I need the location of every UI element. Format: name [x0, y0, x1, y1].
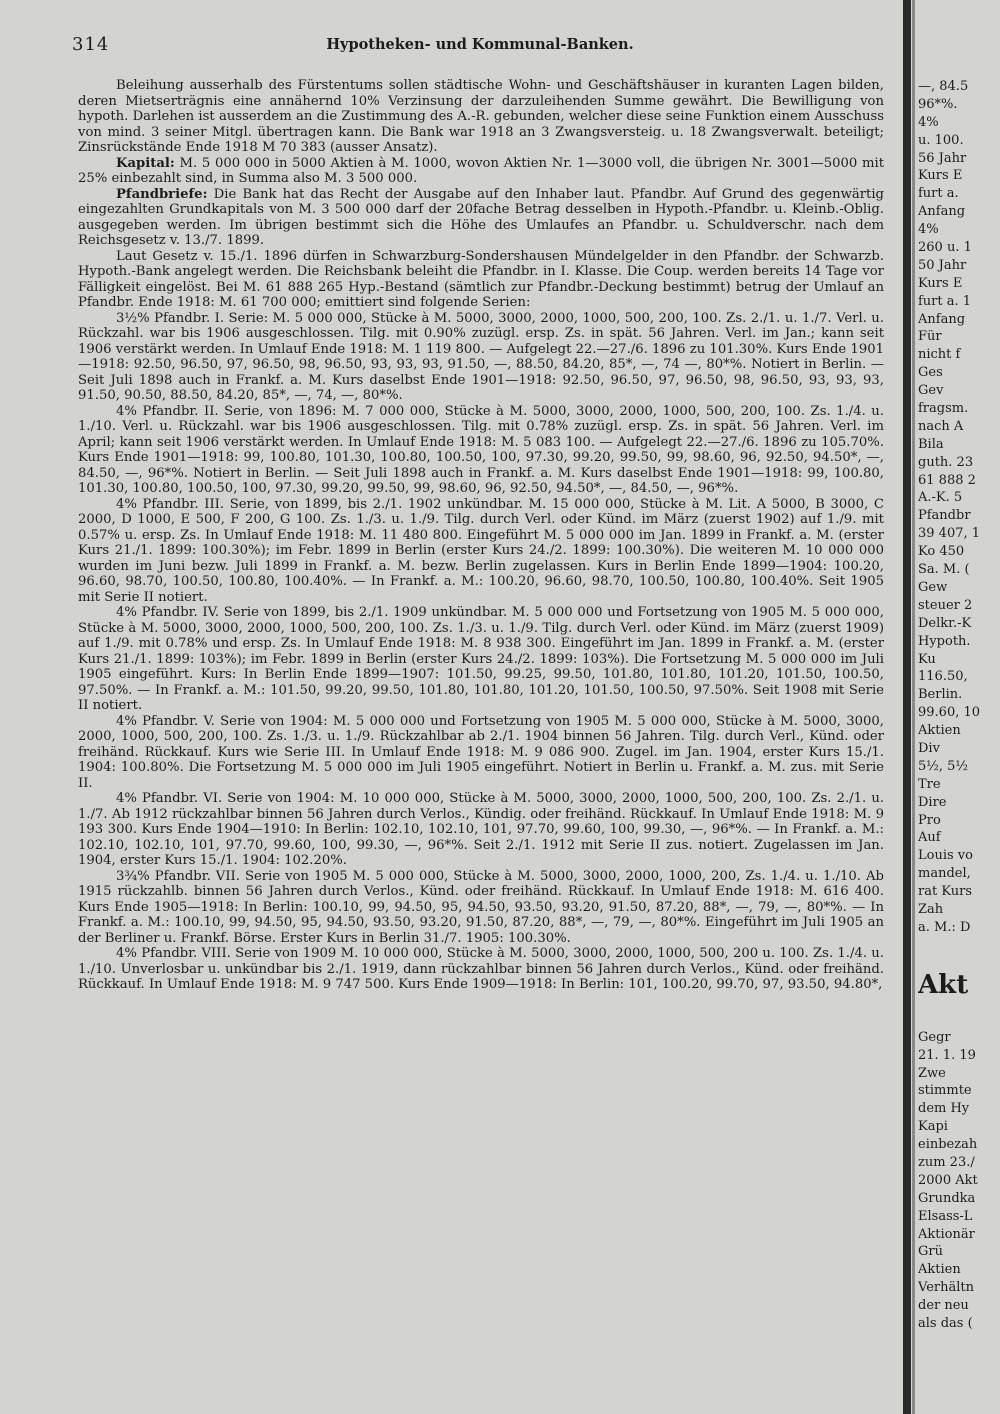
sidebar-line: 50 Jahr [918, 257, 967, 273]
sidebar-line: guth. 23 [918, 454, 974, 470]
paragraph-serie-1: 3½% Pfandbr. I. Serie: M. 5 000 000, Stücke à M. 5000, 3000, 2000, 1000, 500, 200, 100. Zs. 2./1. u. 1./7. Verl. u. Rückzahl. war bis 1906 ausgeschlossen. Tilg. mit 0.90% zuzügl. ersp. Zs. in spät. 56 Jahren. Verl. im Jan.; kann seit 1906 verstärkt werden. In Umlauf Ende 1918: M. 1 119 800. — Aufgelegt 22.—27./6. 1896 zu 101.30%. Kurs Ende 1901—1918: 92.50, 96.50, 97, 96.50, 98, 96.50, 93, 93, 93, 91.50, —, 88.50, 84.20, 85*, —, 74 —, 80*%. Notiert in Berlin. — Seit Juli 1898 auch in Frankf. a. M. Kurs daselbst Ende 1901—1918: 92.50, 96.50, 97, 96.50, 98, 96.50, 93, 93, 93, 91.50, 90.50, 88.50, 84.20, 85*, —, 74, —, 80*%. [78, 310, 884, 403]
sidebar-line: mandel, [918, 866, 971, 882]
sidebar-line: Delkr.-K [918, 615, 972, 631]
sidebar-line: 5½, 5½ [918, 758, 969, 774]
sidebar-line: einbezah [918, 1137, 978, 1153]
sidebar-line: 4% [918, 222, 939, 238]
sidebar-line: dem Hy [918, 1101, 970, 1117]
paragraph-gesetz: Laut Gesetz v. 15./1. 1896 dürfen in Schwarzburg-Sondershausen Mündelgelder in den Pfandbr. der Schwarzb. Hypoth.-Bank angelegt werden. Die Reichsbank beleiht die Pfandbr. in I. Klasse. Die Coup. werden bereits 14 Tage vor Fälligkeit eingelöst. Bei M. 61 888 265 Hyp.-Bestand (sämtlich zur Pfandbr.-Deckung bestimmt) betrug der Umlauf an Pfandbr. Ende 1918: M. 61 700 000; emittiert sind folgende Serien: [78, 248, 884, 310]
sidebar-line: Grü [918, 1244, 943, 1260]
sidebar-line: Louis vo [918, 848, 973, 864]
sidebar-line: Ku [918, 651, 936, 667]
sidebar-line: Pfandbr [918, 508, 971, 524]
book-gutter [903, 0, 911, 1414]
sidebar-line: Kurs E [918, 168, 963, 184]
sidebar-line: Grundka [918, 1190, 976, 1206]
sidebar-line: stimmte [918, 1083, 972, 1099]
paragraph-serie-2: 4% Pfandbr. II. Serie, von 1896: M. 7 000 000, Stücke à M. 5000, 3000, 2000, 1000, 500, 200, 100. Zs. 1./4. u. 1./10. Verl. u. Rückzahl. war bis 1906 ausgeschlossen. Tilg. mit 0.78% zuzügl. ersp. Zs. in spät. 56 Jahren. Verl. im April; kann seit 1906 verstärkt werden. In Umlauf Ende 1918: M. 5 083 100. — Aufgelegt 22.—27./6. 1896 zu 105.70%. Kurs Ende 1901—1918: 99, 100.80, 101.30, 100.80, 100.50, 100, 97.30, 99.20, 99.50, 99, 98.60, 96, 92.50, 94.50*, —, 84.50, —, 96*%. Notiert in Berlin. — Seit Juli 1898 auch in Frankf. a. M. Kurs daselbst Ende 1901—1918: 99, 100.80, 101.30, 100.80, 100.50, 100, 97.30, 99.20, 99.50, 99, 98.60, 96, 92.50, 94.50*, —, 84.50, —, 96*%. [78, 403, 884, 496]
paragraph-serie-5: 4% Pfandbr. V. Serie von 1904: M. 5 000 000 und Fortsetzung von 1905 M. 5 000 000, Stücke à M. 5000, 3000, 2000, 1000, 500, 200, 100. Zs. 1./3. u. 1./9. Rückzahlbar ab 2./1. 1904 binnen 56 Jahren. Tilg. durch Verl., Künd. oder freihänd. Rückkauf. Kurs wie Serie III. In Umlauf Ende 1918: M. 9 086 900. Zugel. im Jan. 1904, erster Kurs 15./1. 1904: 100.80%. Die Fortsetzung M. 5 000 000 im Juli 1905 eingeführt. Notiert in Berlin u. Frankf. a. M. zus. mit Serie II. [78, 713, 884, 791]
sidebar-line: Gegr [918, 1029, 951, 1045]
sidebar-line: steuer 2 [918, 597, 973, 613]
sidebar-line: 2000 Akt [918, 1172, 978, 1188]
sidebar-line: Berlin. [918, 687, 963, 703]
sidebar-line: Hypoth. [918, 633, 971, 649]
sidebar-line: der neu [918, 1298, 969, 1314]
sidebar-line: Für [918, 329, 942, 345]
sidebar-line: 39 407, 1 [918, 526, 981, 542]
sidebar-line: a. M.: D [918, 919, 971, 935]
sidebar-line: Dire [918, 794, 947, 810]
page-number: 314 [72, 34, 110, 55]
sidebar-line: Gev [918, 383, 944, 399]
sidebar-line: Div [918, 740, 940, 756]
sidebar-line: Aktien [918, 723, 961, 739]
sidebar-line: 56 Jahr [918, 150, 967, 166]
sidebar-line: Kurs E [918, 275, 963, 291]
sidebar-line: 4% [918, 114, 939, 130]
sidebar-line: furt a. [918, 186, 959, 202]
paragraph-serie-8: 4% Pfandbr. VIII. Serie von 1909 M. 10 000 000, Stücke à M. 5000, 3000, 2000, 1000, 500, 200 u. 100. Zs. 1./4. u. 1./10. Unverlosbar u. unkündbar bis 2./1. 1919, dann rückzahlbar binnen 56 Jahren durch Verlos., Künd. oder freihänd. Rückkauf. In Umlauf Ende 1918: M. 9 747 500. Kurs Ende 1909—1918: In Berlin: 101, 100.20, 99.70, 97, 93.50, 94.80*, [78, 946, 884, 992]
main-column [78, 78, 884, 1398]
sidebar-line: A.-K. 5 [918, 490, 963, 506]
sidebar-line: —, 84.5 [918, 79, 969, 94]
page-header [70, 34, 890, 58]
sidebar-line: Elsass-L [918, 1208, 973, 1224]
sidebar-line: 61 888 2 [918, 472, 976, 488]
sidebar-line: zum 23./ [918, 1154, 975, 1170]
sidebar-line: rat Kurs [918, 884, 973, 900]
sidebar-line: fragsm. [918, 401, 969, 417]
sidebar-line: als das ( [918, 1316, 973, 1331]
sidebar-line: 21. 1. 19 [918, 1047, 976, 1063]
sidebar-line: Ko 450 [918, 544, 965, 560]
sidebar-line: Gew [918, 579, 948, 595]
sidebar-line: Kapi [918, 1119, 948, 1135]
sidebar-line: 96*%. [918, 96, 958, 112]
sidebar-line: Zah [918, 901, 944, 917]
sidebar-line: u. 100. [918, 132, 964, 148]
paragraph-pfandbriefe: Pfandbriefe: Die Bank hat das Recht der Ausgabe auf den Inhaber laut. Pfandbr. Auf Grund des gegenwärtig eingezahlten Grundkapitals von M. 3 500 000 darf der 20fache Betrag desselben in Hypoth.-Pfandbr. u. Kleinb.-Oblig. ausgegeben werden. Im übrigen bestimmt sich die Höhe des Umlaufes an Pfandbr. u. Schuldverschr. nach dem Reichsgesetz v. 13./7. 1899. [78, 186, 884, 248]
sidebar-line: Tre [918, 776, 941, 792]
sidebar-line: nach A [918, 418, 964, 434]
running-title: Hypotheken- und Kommunal-Banken. [326, 36, 634, 53]
paragraph-serie-3: 4% Pfandbr. III. Serie, von 1899, bis 2./1. 1902 unkündbar. M. 15 000 000, Stücke à M. Lit. A 5000, B 3000, C 2000, D 1000, E 500, F 200, G 100. Zs. 1./3. u. 1./9. Tilg. durch Verl. oder Künd. im März (zuerst 1902) auf 1./9. mit 0.57% u. ersp. Zs. In Umlauf Ende 1918: M. 11 480 800. Eingeführt M. 5 000 000 im Jan. 1899 in Frankf. a. M. (erster Kurs 21./1. 1899: 100.30%); im Febr. 1899 in Berlin (erster Kurs 24./2. 1899: 100.30%). Die weiteren M. 10 000 000 wurden im Juni bezw. Juli 1899 in Frankf. a. M. bezw. Berlin zugelassen. Kurs in Berlin Ende 1899—1904: 100.20, 96.60, 98.70, 100.50, 100.80, 100.40%. — In Frankf. a. M.: 100.20, 96.60, 98.70, 100.50, 100.80, 100.40%. Seit 1905 mit Serie II notiert. [78, 496, 884, 605]
sidebar-line: Ges [918, 365, 943, 381]
sidebar-line: Zwe [918, 1065, 946, 1081]
sidebar-line: Anfang [918, 204, 966, 220]
sidebar-line: furt a. 1 [918, 293, 972, 309]
sidebar-line: Bila [918, 436, 944, 452]
sidebar-line: 116.50, [918, 669, 968, 685]
sidebar-line: Sa. M. ( [918, 562, 970, 578]
sidebar-line: Verhältn [918, 1280, 974, 1296]
sidebar-line: 99.60, 10 [918, 705, 981, 721]
sidebar-line: Aktien [918, 1262, 961, 1278]
sidebar-line: Akt [918, 969, 969, 1000]
adjacent-page-fragment [918, 78, 1000, 1398]
sidebar-line: Pro [918, 812, 941, 828]
sidebar-line: Anfang [918, 311, 966, 327]
paragraph-serie-4: 4% Pfandbr. IV. Serie von 1899, bis 2./1. 1909 unkündbar. M. 5 000 000 und Fortsetzung von 1905 M. 5 000 000, Stücke à M. 5000, 3000, 2000, 1000, 500, 200, 100. Zs. 1./3. u. 1./9. Tilg. durch Verl. oder Künd. im März (zuerst 1909) auf 1./9. mit 0.78% und ersp. Zs. In Umlauf Ende 1918: M. 8 938 300. Eingeführt im Jan. 1899 in Frankf. a. M. (erster Kurs 21./1. 1899: 103%); im Febr. 1899 in Berlin (erster Kurs 24./2. 1899: 103%). Die Fortsetzung M. 5 000 000 im Juli 1905 eingeführt. Kurs: In Berlin Ende 1899—1907: 101.50, 99.25, 99.50, 101.80, 101.80, 101.20, 101.50, 100.50, 97.50%. — In Frankf. a. M.: 101.50, 99.20, 99.50, 101.80, 101.80, 101.20, 101.50, 100.50, 97.50%. Seit 1908 mit Serie II notiert. [78, 605, 884, 713]
sidebar-line: Aktionär [918, 1226, 975, 1242]
book-gutter-edge [912, 0, 915, 1414]
sidebar-line: Auf [918, 830, 941, 846]
sidebar-line: 260 u. 1 [918, 240, 972, 256]
paragraph-serie-6: 4% Pfandbr. VI. Serie von 1904: M. 10 000 000, Stücke à M. 5000, 3000, 2000, 1000, 500, 200, 100. Zs. 2./1. u. 1./7. Ab 1912 rückzahlbar binnen 56 Jahren durch Verlos., Kündig. oder freihänd. Rückkauf. In Umlauf Ende 1918: M. 9 193 300. Kurs Ende 1904—1910: In Berlin: 102.10, 102.10, 101, 97.70, 99.60, 100, 99.30, —, 96*%. — In Frankf. a. M.: 102.10, 102.10, 101, 97.70, 99.60, 100, 99.30, —, 96*%. Seit 2./1. 1912 mit Serie II zus. notiert. Zugelassen im Jan. 1904, erster Kurs 15./1. 1904: 102.20%. [78, 791, 884, 868]
sidebar-line: nicht f [918, 347, 961, 363]
paragraph-beleihung: Beleihung ausserhalb des Fürstentums sollen städtische Wohn- und Geschäftshäuser in kuranten Lagen bilden, deren Mietserträgnis eine annähernd 10% Verzinsung der darzuleihenden Summe gewährt. Die Bewilligung von hypoth. Darlehen ist ausserdem an die Zustimmung des A.-R. gebunden, welcher diese seine Funktion einem Ausschuss von mind. 3 seiner Mitgl. übertragen kann. Die Bank war 1918 an 3 Zwangsversteig. u. 18 Zwangsverwalt. beteiligt; Zinsrückstände Ende 1918 M 70 383 (ausser Ansatz). [78, 78, 884, 155]
paragraph-kapital: Kapital: M. 5 000 000 in 5000 Aktien à M. 1000, wovon Aktien Nr. 1—3000 voll, die übrigen Nr. 3001—5000 mit 25% einbezahlt sind, in Summa also M. 3 500 000. [78, 155, 884, 186]
paragraph-serie-7: 3¾% Pfandbr. VII. Serie von 1905 M. 5 000 000, Stücke à M. 5000, 3000, 2000, 1000, 200, Zs. 1./4. u. 1./10. Ab 1915 rückzahlb. binnen 56 Jahren durch Verlos., Künd. oder freihänd. Rückkauf. In Umlauf Ende 1918: M. 616 400. Kurs Ende 1905—1918: In Berlin: 100.10, 99, 94.50, 95, 94.50, 93.50, 93.20, 91.50, 87.20, 88*, —, 79, —, 80*%. — In Frankf. a. M.: 100.10, 99, 94.50, 95, 94.50, 93.50, 93.20, 91.50, 87.20, 88*, —, 79, —, 80*%. Eingeführt im Juli 1905 an der Berliner u. Frankf. Börse. Erster Kurs in Berlin 31./7. 1905: 100.30%. [78, 868, 884, 946]
